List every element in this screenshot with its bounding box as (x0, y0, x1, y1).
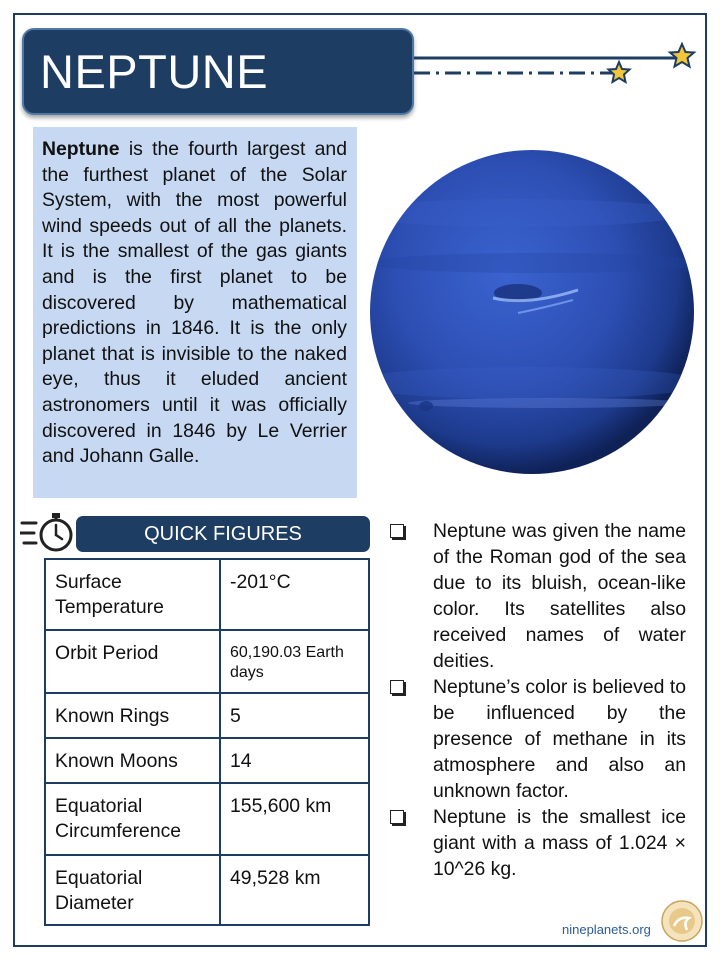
fact-text: Neptune is the smallest ice giant with a mass of 1.024 × 10^26 kg. (433, 806, 686, 880)
nineplanets-logo-icon (661, 900, 703, 942)
checkbox-bullet-icon (390, 680, 404, 694)
facts-list (390, 518, 686, 882)
site-name: nineplanets.org (562, 922, 651, 937)
figure-label: Known Moons (45, 738, 220, 783)
figure-value: -201°C (220, 559, 369, 630)
figure-label: Equatorial Diameter (45, 855, 220, 925)
figure-label: Equatorial Circumference (45, 783, 220, 855)
figure-value: 155,600 km (220, 783, 369, 855)
fact-text: Neptune was given the name of the Roman god of the sea due to its bluish, ocean-like color. Its satellites also received names of water deities. (433, 520, 686, 672)
fact-text: Neptune’s color is believed to be influenced by the presence of methane in its atmosphere and also an unknown factor. (433, 676, 686, 802)
table-row (45, 559, 369, 630)
figure-value: 60,190.03 Earth days (220, 630, 369, 693)
title-banner (22, 28, 414, 115)
star-icon (609, 62, 630, 82)
figure-label: Surface Temperature (45, 559, 220, 630)
checkbox-bullet-icon (390, 810, 404, 824)
star-icon (670, 44, 694, 67)
list-item (390, 804, 686, 882)
intro-lead: Neptune (42, 138, 120, 160)
quick-figures-table (44, 558, 370, 926)
stopwatch-icon (20, 510, 76, 556)
figure-label: Known Rings (45, 693, 220, 738)
checkbox-bullet-icon (390, 524, 404, 538)
neptune-image (368, 148, 696, 476)
table-row (45, 783, 369, 855)
figure-value: 49,528 km (220, 855, 369, 925)
title-decoration (410, 38, 710, 88)
list-item (390, 518, 686, 674)
figure-value: 5 (220, 693, 369, 738)
quick-figures-heading: QUICK FIGURES (76, 516, 370, 552)
table-row (45, 693, 369, 738)
intro-paragraph (33, 127, 357, 498)
list-item (390, 674, 686, 804)
table-row (45, 738, 369, 783)
table-row (45, 855, 369, 925)
figure-value: 14 (220, 738, 369, 783)
intro-body: is the fourth largest and the furthest planet of the Solar System, with the most powerful wind speeds out of all the planets. It is the smallest of the gas giants and is the first planet to be discovered by mathematical predictions in 1846. It is the only planet that is invisible to the naked eye, thus it eluded ancient astronomers until it was officially discovered in 1846 by Le Verrier and Johann Galle. (42, 138, 347, 468)
figure-label: Orbit Period (45, 630, 220, 693)
table-row (45, 630, 369, 693)
page-title: NEPTUNE (40, 45, 269, 98)
